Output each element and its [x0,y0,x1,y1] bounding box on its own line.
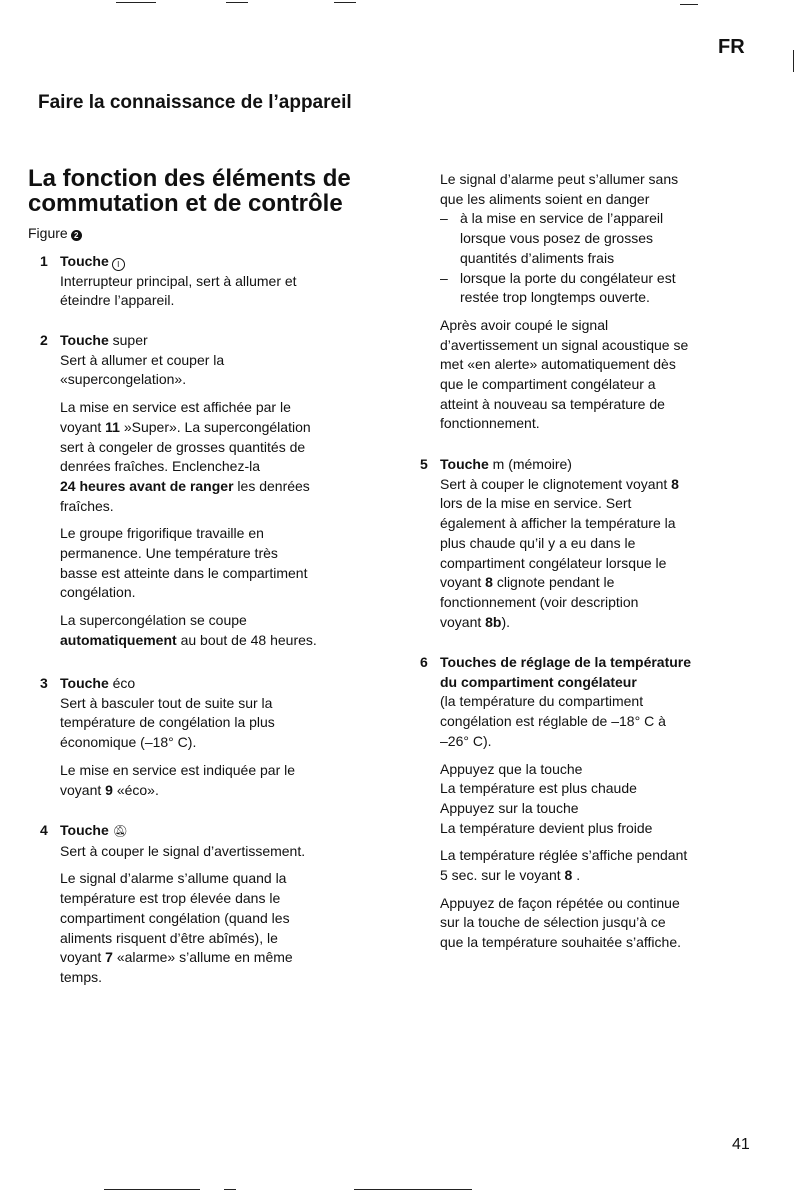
control-item-1 [40,252,380,311]
text-line: que la température souhaitée s’affiche. [440,934,682,951]
item-heading: Touche [60,253,109,269]
text-line: La température réglée s’affiche pendant [440,847,688,864]
text-line: Le signal d’alarme peut s’allumer sans [440,171,679,187]
text-line: temps. [60,968,103,985]
item-number: 1 [40,253,48,269]
control-item-5 [420,455,780,632]
text-line: que les aliments soient en danger [440,190,650,207]
text-line: Le mise en service est indiquée par le [60,761,296,778]
text-line: Appuyez de façon répétée ou continue [440,894,680,911]
text-line: d’avertissement un signal acoustique se [440,336,689,353]
margin-mark [793,50,794,72]
text-line: compartiment congélateur lorsque le [440,554,667,571]
text-line: 5 sec. sur le voyant 8 . [440,867,581,884]
figure-number: 2 [71,230,82,241]
text-line: voyant 11 »Super». La supercongélation [60,418,311,435]
text-line: sur la touche de sélection jusqu’à ce [440,914,666,931]
figure-reference [28,225,82,241]
item-heading-rest: super [108,332,148,348]
page-number: 41 [732,1136,750,1153]
item-heading: du compartiment congélateur [440,673,637,690]
title-line-1: La fonction des éléments de [28,165,351,192]
text-line: 24 heures avant de ranger les denrées [60,477,310,494]
scan-rule [226,2,248,3]
text-line: Sert à basculer tout de suite sur la [60,694,273,711]
scan-rule [334,2,356,3]
scan-rule [354,1189,472,1190]
control-item-2 [40,331,380,651]
item-heading: Touche [60,332,109,348]
item-number: 4 [40,822,48,838]
text-line: également à afficher la température la [440,515,676,532]
text-line: Le signal d’alarme s’allume quand la [60,870,287,887]
text-line: température est trop élevée dans le [60,890,281,907]
text-line: basse est atteinte dans le compartiment [60,564,308,581]
language-code: FR [718,36,745,58]
item-number: 3 [40,675,48,691]
figure-label: Figure [28,225,68,241]
text-line: congélation. [60,584,136,601]
item-number: 6 [420,654,428,670]
text-line: automatiquement au bout de 48 heures. [60,631,317,648]
text-line: économique (–18° C). [60,734,197,751]
text-line: plus chaude qu’il y a eu dans le [440,534,636,551]
scan-rule [680,4,698,5]
text-line: voyant 9 «éco». [60,781,159,798]
section-title: Faire la connaissance de l’appareil [38,92,352,113]
alarm-mute-icon: 🔕︎ [112,824,128,838]
item-number: 5 [420,456,428,472]
control-item-6 [420,653,780,953]
text-line: voyant 8 clignote pendant le [440,574,615,591]
text-line: La mise en service est affichée par le [60,399,291,416]
power-icon: I [112,258,125,271]
item-number: 2 [40,332,48,348]
text-line: Sert à allumer et couper la [60,351,225,368]
scan-rule [224,1189,236,1190]
text-line: température de congélation la plus [60,714,275,731]
text-line: fonctionnement. [440,415,540,432]
text-line: sert à congeler de grosses quantités de [60,438,306,455]
text-line: Appuyez que la touche [440,760,583,777]
text-line: fonctionnement (voir description [440,593,639,610]
text-line: lors de la mise en service. Sert [440,495,632,512]
page-title [28,166,378,216]
item-heading-rest: m (mémoire) [488,456,572,472]
scan-rule [116,2,156,3]
text-line: éteindre l’appareil. [60,292,175,309]
text-line: Après avoir coupé le signal [440,316,609,333]
text-line: congélation est réglable de –18° C à [440,713,666,730]
list-item: – à la mise en service de l’appareil lorsque vous posez de grosses quantités d’aliments frais [440,209,780,268]
item-heading: Touche [60,822,109,838]
item-heading: Touches de réglage de la température [440,654,692,670]
control-item-3 [40,674,380,800]
dash-list [440,209,780,308]
text-line: fraîches. [60,497,114,514]
text-line: voyant 8b). [440,613,511,630]
text-line: La température est plus chaude [440,780,637,797]
item-heading: Touche [440,456,489,472]
text-line: La supercongélation se coupe [60,612,247,629]
text-line: Sert à couper le clignotement voyant 8 [440,475,679,492]
text-line: Sert à couper le signal d’avertissement. [60,842,306,859]
list-item: – lorsque la porte du congélateur est restée trop longtemps ouverte. [440,269,780,308]
text-line: La température devient plus froide [440,819,653,836]
text-line: denrées fraîches. Enclenchez-la [60,458,260,475]
text-line: Le groupe frigorifique travaille en [60,525,264,542]
item-heading: Touche [60,675,109,691]
text-line: met «en alerte» automatiquement dès [440,356,676,373]
control-item-4 [40,821,380,988]
text-line: «supercongelation». [60,371,187,388]
text-line: Interrupteur principal, sert à allumer et [60,272,297,289]
title-line-2: commutation et de contrôle [28,190,343,217]
text-line: Appuyez sur la touche [440,799,579,816]
text-line: aliments risquent d’être abîmés), le [60,929,278,946]
text-line: (la température du compartiment [440,693,644,710]
text-line: que le compartiment congélateur a [440,376,656,393]
text-line: permanence. Une température très [60,545,278,562]
text-line: –26° C). [440,732,492,749]
text-line: atteint à nouveau sa température de [440,395,665,412]
scan-rule [104,1189,200,1190]
text-line: voyant 7 «alarme» s’allume en même [60,949,293,966]
text-line: compartiment congélation (quand les [60,909,290,926]
alarm-info-block [440,170,780,434]
item-heading-rest: éco [108,675,136,691]
